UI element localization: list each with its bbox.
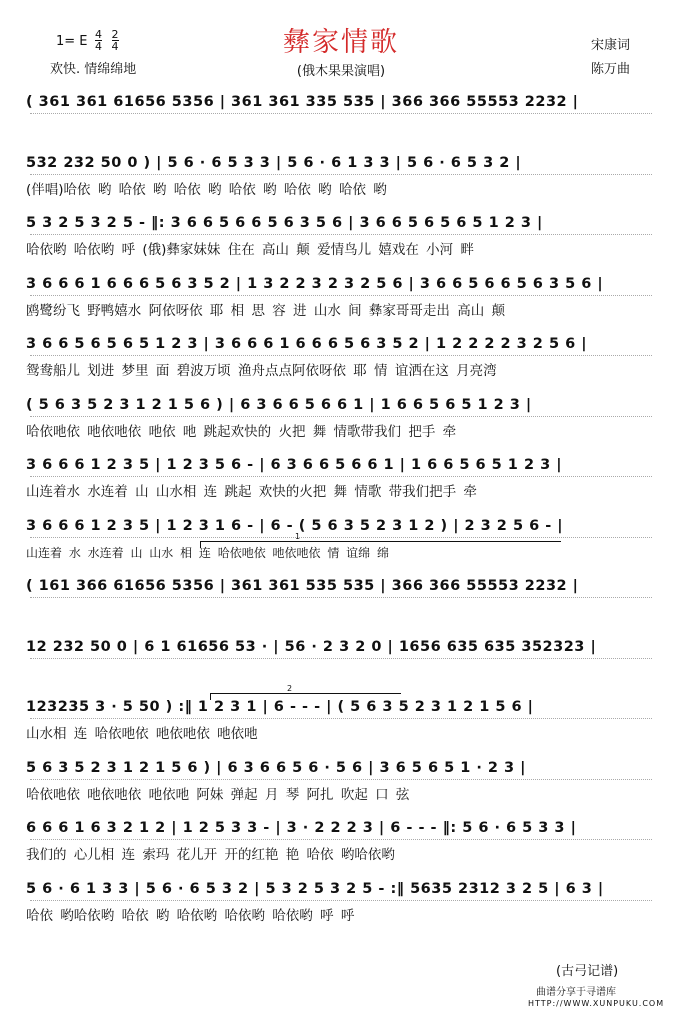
key-signature: 1= E	[56, 34, 88, 49]
lyric-row: 我们的 心儿相 连 索玛 花儿开 开的红艳 艳 哈依 哟哈依哟	[26, 847, 395, 863]
meter-b	[112, 29, 119, 52]
underline-beam	[30, 718, 652, 719]
notation-row: 532 232 50 0 ) | 5 6 · 6 5 3 3 | 5 6 · 6 1 3 3 | 5 6 · 6 5 3 2 |	[26, 154, 522, 171]
transcriber-note: (古弓记谱)	[556, 964, 619, 979]
volta-1: 1	[200, 541, 561, 548]
notation-row: ( 361 361 61656 5356 | 361 361 335 535 | 366 366 55553 2232 |	[26, 94, 579, 110]
underline-beam	[30, 900, 652, 901]
notation-row: 3 6 6 6 1 2 3 5 | 1 2 3 1 6 - | 6 - ( 5 6 3 5 2 3 1 2 ) | 2 3 2 5 6 - |	[26, 517, 564, 534]
lyric-row: 哈依吔依 吔依吔依 吔依 吔 跳起欢快的 火把 舞 情歌带我们 把手 牵	[26, 423, 457, 440]
notation-row: ( 5 6 3 5 2 3 1 2 1 5 6 ) | 6 3 6 6 5 6 6 1 | 1 6 6 5 6 5 1 2 3 |	[26, 396, 532, 413]
lyric-row: 哈依哟 哈依哟 呼 (俄)彝家妹妹 住在 高山 颠 爱情鸟儿 嬉戏在 小河 畔	[26, 242, 474, 258]
notation-row: 12 232 50 0 | 6 1 61656 53 · | 56 · 2 3 2 0 | 1656 635 635 352323 |	[26, 638, 597, 655]
meter-a	[95, 29, 102, 52]
underline-beam	[30, 839, 652, 840]
meter-b-num: 2	[111, 28, 119, 41]
meter-b-den: 4	[111, 40, 119, 53]
share-note: 曲谱分享于寻谱库	[536, 987, 616, 998]
meter-a-den: 4	[95, 40, 102, 53]
underline-beam	[30, 295, 652, 296]
page-subtitle: (俄木果果演唱)	[296, 64, 386, 79]
underline-beam	[30, 779, 652, 780]
underline-beam	[30, 476, 652, 477]
underline-beam	[30, 597, 652, 598]
underline-beam	[30, 174, 652, 175]
underline-beam	[30, 234, 652, 235]
lyric-row	[26, 664, 662, 684]
notation-row: ( 161 366 61656 5356 | 361 361 535 535 | 366 366 55553 2232 |	[26, 578, 579, 594]
lyric-row: 哈依吔依 吔依吔依 吔依吔 阿妹 弹起 月 琴 阿扎 吹起 口 弦	[26, 786, 410, 803]
time-signature	[95, 29, 125, 52]
lyric-row: 山连着 水 水连着 山 山水 相 连 哈依吔依 吔依吔依 情 谊绵 绵	[26, 545, 389, 560]
volta-2: 2	[210, 693, 401, 700]
composer: 陈万曲	[591, 62, 631, 77]
lyric-row: 鸳鸯船儿 划进 梦里 面 碧波万顷 渔舟点点阿依呀依 耶 情 谊洒在这 月亮湾	[26, 363, 497, 379]
notation-row: 5 6 3 5 2 3 1 2 1 5 6 ) | 6 3 6 6 5 6 · 5 6 | 3 6 5 6 5 1 · 2 3 |	[26, 759, 526, 776]
underline-beam	[30, 416, 652, 417]
meter-a-num: 4	[95, 28, 102, 41]
notation-row: 123235 3 · 5 50 ) :‖ 1 2 3 1 | 6 - - - | ( 5 6 3 5 2 3 1 2 1 5 6 |	[26, 699, 534, 715]
underline-beam	[30, 113, 652, 114]
site-url: HTTP://WWW.XUNPUKU.COM	[528, 999, 665, 1008]
notation-row: 3 6 6 6 1 2 3 5 | 1 2 3 5 6 - | 6 3 6 6 5 6 6 1 | 1 6 6 5 6 5 1 2 3 |	[26, 457, 563, 473]
lyricist: 宋康词	[591, 38, 631, 53]
lyric-row: 山水相 连 哈依吔依 吔依吔依 吔依吔	[26, 726, 258, 742]
lyric-row	[26, 119, 662, 139]
notation-row: 5 6 · 6 1 3 3 | 5 6 · 6 5 3 2 | 5 3 2 5 3 2 5 - :‖ 5635 2312 3 2 5 | 6 3 |	[26, 880, 604, 897]
lyric-row	[26, 603, 662, 623]
underline-beam	[30, 537, 652, 538]
page-title: 彝家情歌	[283, 27, 399, 58]
lyric-row: (伴唱)哈依 哟 哈依 哟 哈依 哟 哈依 哟 哈依 哟 哈依 哟	[26, 181, 387, 198]
lyric-row: 鸥鹭纷飞 野鸭嬉水 阿依呀依 耶 相 思 容 进 山水 间 彝家哥哥走出 高山 颠	[26, 302, 505, 319]
lyric-row: 哈依 哟哈依哟 哈依 哟 哈依哟 哈依哟 哈依哟 呼 呼	[26, 907, 355, 924]
notation-row: 3 6 6 6 1 6 6 6 5 6 3 5 2 | 1 3 2 2 3 2 3 2 5 6 | 3 6 6 5 6 6 5 6 3 5 6 |	[26, 275, 604, 292]
underline-beam	[30, 658, 652, 659]
lyric-row: 山连着水 水连着 山 山水相 连 跳起 欢快的火把 舞 情歌 带我们把手 牵	[26, 484, 477, 500]
notation-row: 5 3 2 5 3 2 5 - ‖: 3 6 6 5 6 6 5 6 3 5 6 | 3 6 6 5 6 5 6 5 1 2 3 |	[26, 215, 543, 231]
notation-row: 3 6 6 5 6 5 6 5 1 2 3 | 3 6 6 6 1 6 6 6 5 6 3 5 2 | 1 2 2 2 2 3 2 5 6 |	[26, 336, 588, 352]
underline-beam	[30, 355, 652, 356]
notation-row: 6 6 6 1 6 3 2 1 2 | 1 2 5 3 3 - | 3 · 2 2 2 3 | 6 - - - ‖: 5 6 · 6 5 3 3 |	[26, 820, 577, 836]
tempo-mood: 欢快. 情绵绵地	[50, 62, 137, 77]
